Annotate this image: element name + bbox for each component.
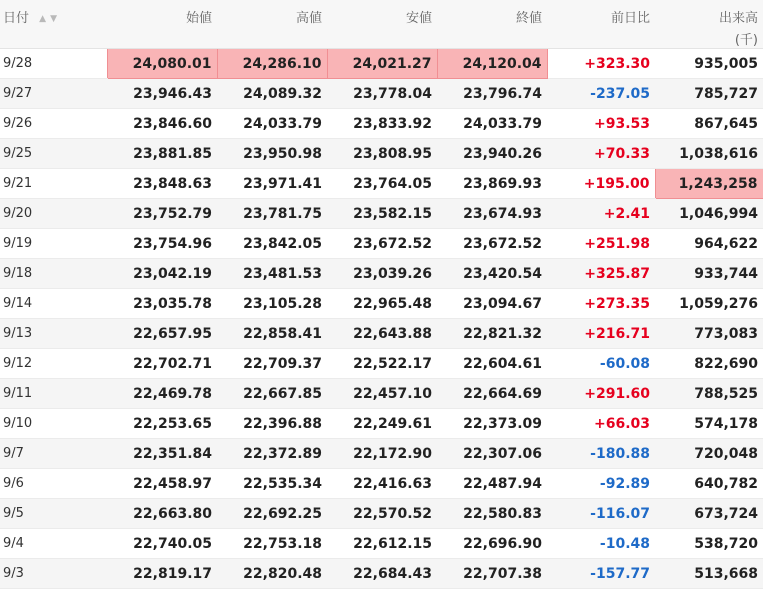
cell-volume: 1,046,994 (655, 199, 763, 229)
cell-low: 22,612.15 (327, 529, 437, 559)
table-row (0, 289, 763, 319)
table-row (0, 139, 763, 169)
cell-high: 22,753.18 (217, 529, 327, 559)
cell-low: 22,249.61 (327, 409, 437, 439)
cell-open: 23,846.60 (107, 109, 217, 139)
cell-change: -116.07 (547, 499, 655, 529)
cell-volume: 640,782 (655, 469, 763, 499)
cell-change: -92.89 (547, 469, 655, 499)
table-body (0, 49, 763, 589)
cell-open: 22,351.84 (107, 439, 217, 469)
cell-high: 22,535.34 (217, 469, 327, 499)
column-header-close: 終値 (437, 0, 547, 49)
table-row (0, 109, 763, 139)
cell-open: 22,657.95 (107, 319, 217, 349)
cell-low: 22,643.88 (327, 319, 437, 349)
table-row (0, 49, 763, 79)
cell-change: -237.05 (547, 79, 655, 109)
column-header-open: 始値 (107, 0, 217, 49)
column-header-volume-label: 出来高 (718, 11, 758, 26)
cell-high: 23,971.41 (217, 169, 327, 199)
cell-high: 22,372.89 (217, 439, 327, 469)
cell-change: -157.77 (547, 559, 655, 589)
cell-volume: 513,668 (655, 559, 763, 589)
column-header-date[interactable] (0, 0, 107, 49)
cell-date: 9/3 (0, 559, 107, 589)
cell-volume: 935,005 (655, 49, 763, 79)
cell-low: 23,582.15 (327, 199, 437, 229)
cell-low: 22,570.52 (327, 499, 437, 529)
cell-change: +2.41 (547, 199, 655, 229)
cell-open: 22,469.78 (107, 379, 217, 409)
cell-open: 22,702.71 (107, 349, 217, 379)
cell-change: +93.53 (547, 109, 655, 139)
cell-volume: 788,525 (655, 379, 763, 409)
cell-low: 23,039.26 (327, 259, 437, 289)
cell-close: 22,307.06 (437, 439, 547, 469)
cell-open: 23,042.19 (107, 259, 217, 289)
cell-date: 9/6 (0, 469, 107, 499)
cell-change: +323.30 (547, 49, 655, 79)
cell-high: 22,709.37 (217, 349, 327, 379)
table-row (0, 409, 763, 439)
cell-date: 9/25 (0, 139, 107, 169)
cell-date: 9/27 (0, 79, 107, 109)
cell-change: +216.71 (547, 319, 655, 349)
cell-date: 9/10 (0, 409, 107, 439)
cell-date: 9/18 (0, 259, 107, 289)
table-row (0, 79, 763, 109)
cell-open: 23,754.96 (107, 229, 217, 259)
table-row (0, 319, 763, 349)
header-row (0, 0, 763, 49)
cell-volume: 933,744 (655, 259, 763, 289)
cell-high: 23,950.98 (217, 139, 327, 169)
cell-high: 22,820.48 (217, 559, 327, 589)
cell-low: 22,416.63 (327, 469, 437, 499)
cell-change: -180.88 (547, 439, 655, 469)
cell-close: 23,796.74 (437, 79, 547, 109)
cell-low: 23,808.95 (327, 139, 437, 169)
cell-open: 23,752.79 (107, 199, 217, 229)
cell-volume: 964,622 (655, 229, 763, 259)
cell-date: 9/4 (0, 529, 107, 559)
cell-close: 23,094.67 (437, 289, 547, 319)
table-row (0, 259, 763, 289)
column-header-low: 安値 (327, 0, 437, 49)
cell-close: 22,487.94 (437, 469, 547, 499)
table-row (0, 529, 763, 559)
table-row (0, 439, 763, 469)
cell-date: 9/12 (0, 349, 107, 379)
cell-open: 22,819.17 (107, 559, 217, 589)
cell-low: 22,457.10 (327, 379, 437, 409)
cell-low: 23,778.04 (327, 79, 437, 109)
cell-open: 22,458.97 (107, 469, 217, 499)
cell-close: 23,674.93 (437, 199, 547, 229)
cell-date: 9/11 (0, 379, 107, 409)
cell-volume: 1,243,258 (655, 169, 763, 199)
cell-low: 23,764.05 (327, 169, 437, 199)
cell-low: 22,684.43 (327, 559, 437, 589)
cell-close: 22,580.83 (437, 499, 547, 529)
cell-low: 24,021.27 (327, 49, 437, 79)
table-row (0, 199, 763, 229)
cell-high: 23,105.28 (217, 289, 327, 319)
column-header-volume (655, 0, 763, 49)
cell-volume: 538,720 (655, 529, 763, 559)
cell-change: +195.00 (547, 169, 655, 199)
cell-change: +70.33 (547, 139, 655, 169)
cell-close: 23,940.26 (437, 139, 547, 169)
cell-open: 22,663.80 (107, 499, 217, 529)
cell-volume: 785,727 (655, 79, 763, 109)
cell-change: -60.08 (547, 349, 655, 379)
table-row (0, 559, 763, 589)
cell-change: +66.03 (547, 409, 655, 439)
cell-close: 23,672.52 (437, 229, 547, 259)
cell-volume: 720,048 (655, 439, 763, 469)
cell-open: 22,253.65 (107, 409, 217, 439)
cell-close: 22,821.32 (437, 319, 547, 349)
cell-date: 9/28 (0, 49, 107, 79)
cell-low: 22,172.90 (327, 439, 437, 469)
cell-change: +273.35 (547, 289, 655, 319)
cell-close: 22,604.61 (437, 349, 547, 379)
cell-close: 24,033.79 (437, 109, 547, 139)
table-header (0, 0, 763, 49)
cell-open: 23,946.43 (107, 79, 217, 109)
cell-volume: 673,724 (655, 499, 763, 529)
cell-high: 22,858.41 (217, 319, 327, 349)
cell-date: 9/13 (0, 319, 107, 349)
cell-date: 9/7 (0, 439, 107, 469)
column-header-change: 前日比 (547, 0, 655, 49)
cell-change: +251.98 (547, 229, 655, 259)
cell-high: 22,667.85 (217, 379, 327, 409)
table-row (0, 169, 763, 199)
cell-high: 24,033.79 (217, 109, 327, 139)
table-row (0, 229, 763, 259)
table-row (0, 469, 763, 499)
cell-date: 9/21 (0, 169, 107, 199)
cell-high: 23,481.53 (217, 259, 327, 289)
cell-date: 9/20 (0, 199, 107, 229)
cell-open: 23,848.63 (107, 169, 217, 199)
column-header-date-label: 日付 (3, 11, 30, 26)
cell-high: 23,781.75 (217, 199, 327, 229)
cell-volume: 1,038,616 (655, 139, 763, 169)
cell-change: +325.87 (547, 259, 655, 289)
cell-volume: 822,690 (655, 349, 763, 379)
cell-high: 24,286.10 (217, 49, 327, 79)
cell-date: 9/14 (0, 289, 107, 319)
cell-open: 22,740.05 (107, 529, 217, 559)
cell-close: 23,420.54 (437, 259, 547, 289)
cell-low: 22,965.48 (327, 289, 437, 319)
cell-high: 24,089.32 (217, 79, 327, 109)
cell-volume: 574,178 (655, 409, 763, 439)
cell-date: 9/5 (0, 499, 107, 529)
table-row (0, 379, 763, 409)
cell-high: 22,396.88 (217, 409, 327, 439)
cell-high: 22,692.25 (217, 499, 327, 529)
sort-arrows-icon[interactable]: ▲▼ (39, 14, 61, 24)
cell-high: 23,842.05 (217, 229, 327, 259)
cell-date: 9/19 (0, 229, 107, 259)
cell-close: 22,696.90 (437, 529, 547, 559)
cell-close: 24,120.04 (437, 49, 547, 79)
cell-low: 23,833.92 (327, 109, 437, 139)
cell-close: 22,373.09 (437, 409, 547, 439)
table-row (0, 499, 763, 529)
cell-change: +291.60 (547, 379, 655, 409)
cell-change: -10.48 (547, 529, 655, 559)
cell-open: 23,035.78 (107, 289, 217, 319)
cell-open: 23,881.85 (107, 139, 217, 169)
column-header-volume-unit: (千) (734, 33, 758, 48)
cell-low: 23,672.52 (327, 229, 437, 259)
cell-close: 22,664.69 (437, 379, 547, 409)
cell-low: 22,522.17 (327, 349, 437, 379)
cell-volume: 773,083 (655, 319, 763, 349)
cell-date: 9/26 (0, 109, 107, 139)
cell-open: 24,080.01 (107, 49, 217, 79)
cell-close: 23,869.93 (437, 169, 547, 199)
table-row (0, 349, 763, 379)
cell-close: 22,707.38 (437, 559, 547, 589)
column-header-high: 高値 (217, 0, 327, 49)
cell-volume: 1,059,276 (655, 289, 763, 319)
cell-volume: 867,645 (655, 109, 763, 139)
